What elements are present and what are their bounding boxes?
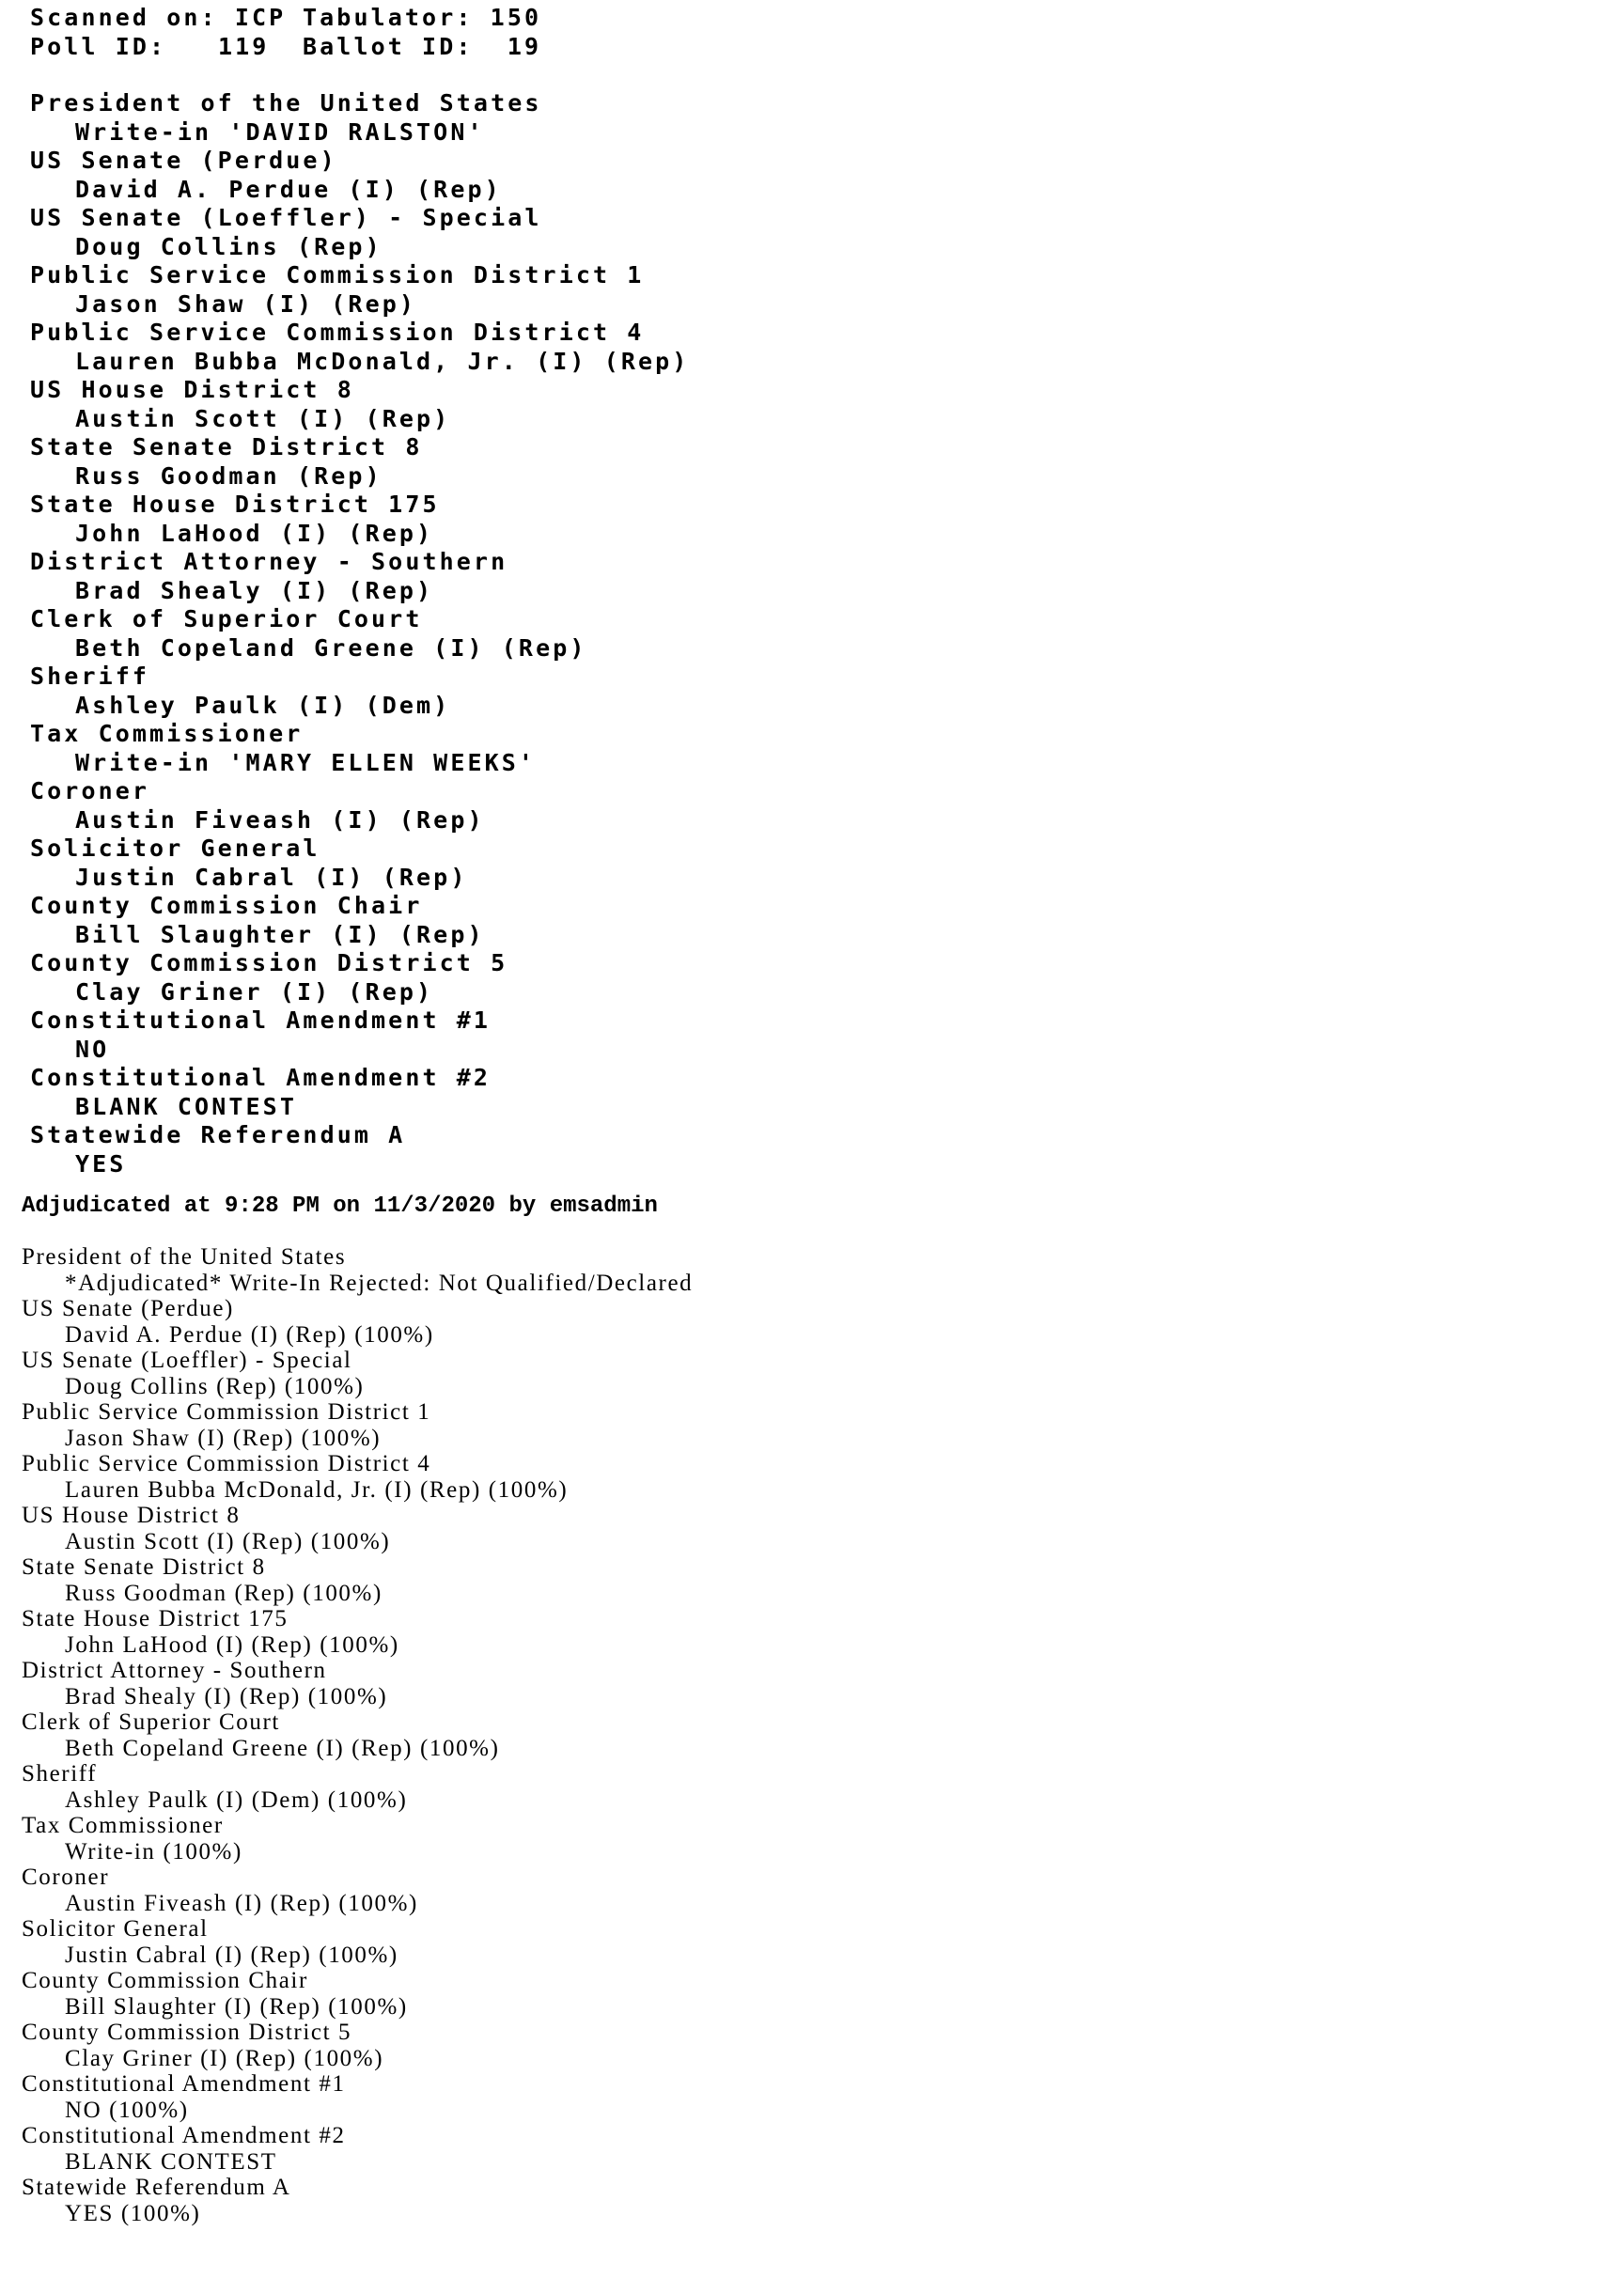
scan-header [30,4,689,61]
contest-choice: NO [75,1035,110,1063]
contest-choice: Russ Goodman (Rep) (100%) [65,1580,383,1606]
scan-header-row-1 [30,4,689,33]
tabulator-value: 150 [490,4,542,31]
contest-name: District Attorney - Southern [22,1658,327,1683]
contest-choice: Ashley Paulk (I) (Dem) [75,691,451,719]
contest-name: Public Service Commission District 4 [30,319,645,346]
contest-name: Solicitor General [30,835,320,862]
scan-header-row-2 [30,33,689,62]
ballot-id-value: 19 [507,32,542,60]
contest-name: US Senate (Loeffler) - Special [30,204,542,231]
contest-choice: Austin Scott (I) (Rep) [75,404,451,432]
contest-name: Constitutional Amendment #1 [30,1006,492,1034]
contest-choice: YES [75,1149,127,1178]
contest-name: Public Service Commission District 4 [22,1451,431,1476]
contest-choice: Write-in (100%) [65,1838,242,1865]
contest-choice: Clay Griner (I) (Rep) (100%) [65,2045,384,2071]
contest-name: Solicitor General [22,1916,209,1942]
contest-name: Public Service Commission District 1 [30,261,645,289]
contest-name: Constitutional Amendment #1 [22,2071,346,2097]
poll-id-value: 119 [218,32,270,60]
contest-name: Statewide Referendum A [30,1121,406,1148]
contest-name: President of the United States [22,1244,347,1270]
contest-name: US House District 8 [22,1503,241,1528]
contest-choice: John LaHood (I) (Rep) [75,519,434,547]
contest-name: County Commission Chair [22,1968,308,1993]
contest-choice: Ashley Paulk (I) (Dem) (100%) [65,1787,408,1813]
contest-choice: Beth Copeland Greene (I) (Rep) (100%) [65,1735,500,1761]
contest-choice: Brad Shealy (I) (Rep) [75,576,434,604]
contest-name: Constitutional Amendment #2 [30,1064,492,1091]
ballot-id-label: Ballot ID: [303,32,474,60]
contest-choice: Justin Cabral (I) (Rep) (100%) [65,1942,398,1968]
contest-name: Coroner [30,777,150,804]
contest-choice: Jason Shaw (I) (Rep) (100%) [65,1425,382,1451]
scan-contest-list [30,89,689,1178]
contest-name: State House District 175 [22,1606,289,1631]
contest-choice: *Adjudicated* Write-In Rejected: Not Qualified/Declared [65,1270,694,1296]
scan-section [30,4,689,1178]
adjudication-section [22,1194,693,2226]
contest-name: County Commission District 5 [30,949,508,976]
contest-choice: Write-in 'DAVID RALSTON' [75,117,485,146]
contest-choice: Bill Slaughter (I) (Rep) [75,920,485,948]
tabulator-label: Tabulator: [303,4,474,31]
contest-name: US Senate (Perdue) [22,1296,234,1321]
contest-choice: Doug Collins (Rep) (100%) [65,1373,365,1399]
contest-name: State House District 175 [30,491,440,518]
contest-choice: Write-in 'MARY ELLEN WEEKS' [75,748,537,776]
contest-choice: BLANK CONTEST [75,1092,297,1120]
contest-name: Clerk of Superior Court [22,1709,280,1735]
contest-choice: Doug Collins (Rep) [75,232,383,260]
contest-choice: YES (100%) [65,2200,201,2226]
contest-name: County Commission District 5 [22,2020,352,2045]
contest-name: Statewide Referendum A [22,2175,291,2200]
contest-choice: Austin Scott (I) (Rep) (100%) [65,1528,391,1554]
contest-name: District Attorney - Southern [30,548,508,575]
contest-name: US Senate (Loeffler) - Special [22,1348,352,1373]
contest-name: Sheriff [22,1761,98,1787]
contest-choice: Russ Goodman (Rep) [75,461,383,490]
contest-choice: Lauren Bubba McDonald, Jr. (I) (Rep) [75,347,690,375]
contest-name: County Commission Chair [30,892,423,919]
adjudication-contest-list [22,1244,693,2226]
contest-name: Tax Commissioner [22,1813,224,1838]
contest-choice: NO (100%) [65,2097,189,2123]
contest-name: State Senate District 8 [30,433,423,460]
contest-name: President of the United States [30,89,542,117]
poll-id-label: Poll ID: [30,32,167,60]
contest-choice: Clay Griner (I) (Rep) [75,977,434,1006]
contest-choice: Jason Shaw (I) (Rep) [75,289,417,318]
contest-choice: Beth Copeland Greene (I) (Rep) [75,633,587,662]
scanned-on-value: ICP [234,4,287,31]
contest-name: US Senate (Perdue) [30,147,337,174]
contest-choice: Justin Cabral (I) (Rep) [75,863,468,891]
contest-choice: BLANK CONTEST [65,2148,277,2175]
contest-choice: Lauren Bubba McDonald, Jr. (I) (Rep) (100%) [65,1476,569,1503]
contest-name: Public Service Commission District 1 [22,1399,431,1425]
adjudication-title: Adjudicated at 9:28 PM on 11/3/2020 by emsadmin [22,1194,658,1219]
contest-name: Constitutional Amendment #2 [22,2123,346,2148]
contest-choice: Bill Slaughter (I) (Rep) (100%) [65,1993,408,2020]
contest-choice: David A. Perdue (I) (Rep) [75,175,502,203]
contest-choice: Brad Shealy (I) (Rep) (100%) [65,1683,388,1709]
contest-name: Tax Commissioner [30,720,304,747]
contest-name: Coroner [22,1865,110,1890]
scanned-on-label: Scanned on: [30,4,218,31]
contest-name: Clerk of Superior Court [30,605,423,632]
contest-name: Sheriff [30,663,150,690]
contest-choice: Austin Fiveash (I) (Rep) [75,805,485,834]
contest-name: State Senate District 8 [22,1554,266,1580]
contest-choice: John LaHood (I) (Rep) (100%) [65,1631,399,1658]
contest-choice: Austin Fiveash (I) (Rep) (100%) [65,1890,418,1916]
contest-name: US House District 8 [30,376,354,403]
contest-choice: David A. Perdue (I) (Rep) (100%) [65,1321,434,1348]
